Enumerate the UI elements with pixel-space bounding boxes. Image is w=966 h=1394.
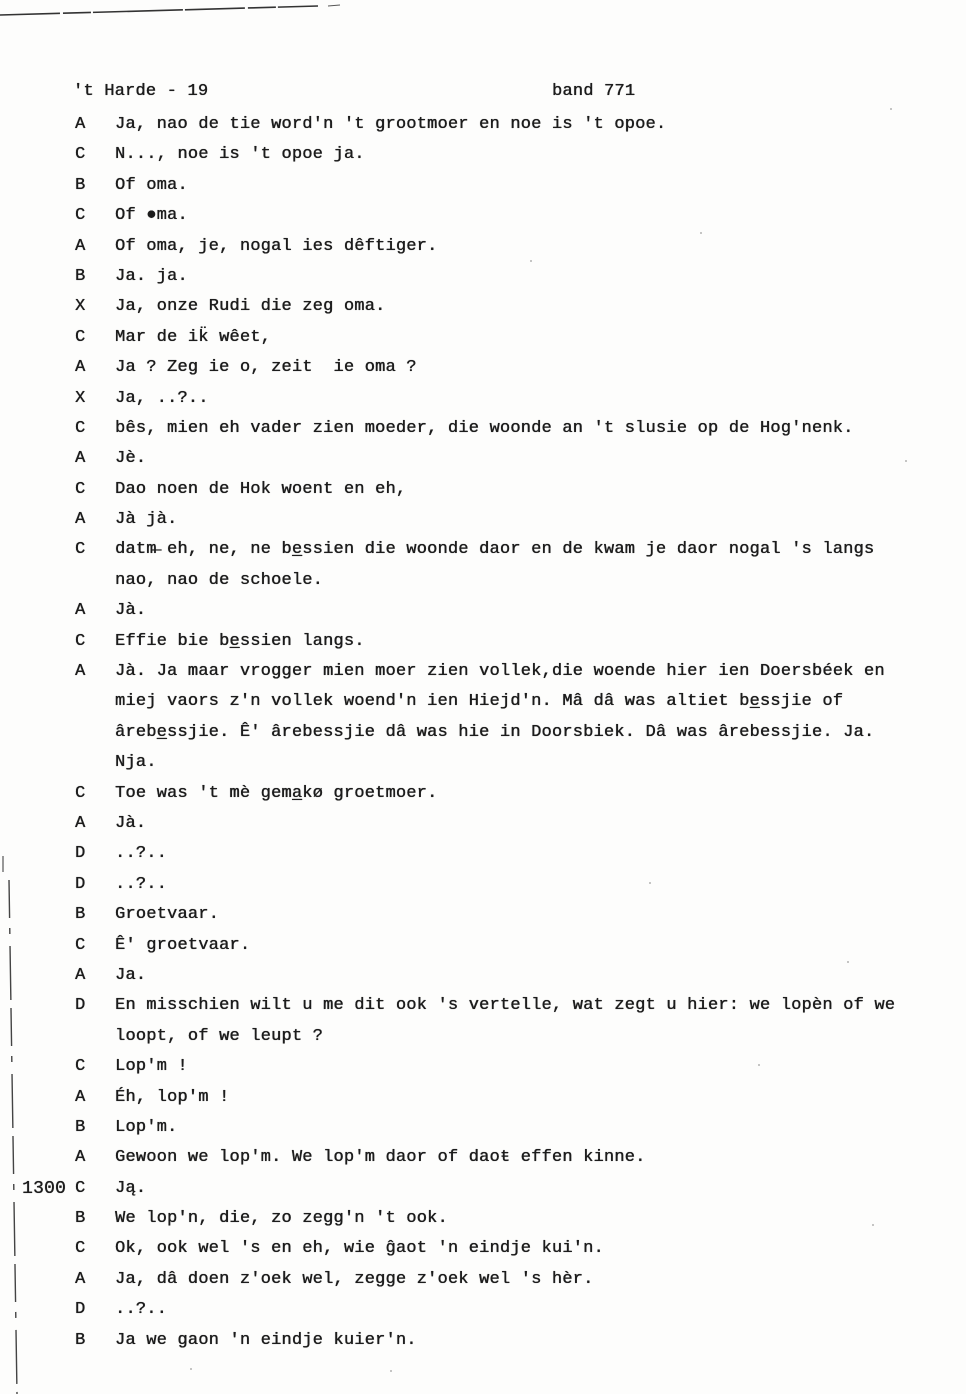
speaker-label: A — [75, 510, 86, 530]
speaker-label: A — [75, 662, 86, 682]
speaker-label: A — [75, 115, 86, 134]
speaker-label: C — [75, 418, 86, 438]
transcript-wrap-line — [0, 566, 966, 596]
utterance-text: N..., noe is 't opoe ja. — [115, 145, 365, 165]
transcript-line — [0, 414, 966, 444]
transcript-line — [0, 657, 966, 687]
transcript-line — [0, 1083, 966, 1113]
speaker-label: D — [75, 996, 86, 1016]
utterance-text: We lop'n, die, zo zegg'n 't ook. — [115, 1209, 448, 1229]
transcript-line — [0, 475, 966, 505]
utterance-text: Éh, lop'm ! — [115, 1087, 230, 1107]
utterance-text: Ja, onze Rudi die zeg oma. — [115, 297, 386, 317]
speaker-label: C — [75, 1057, 86, 1077]
speaker-label: C — [75, 145, 86, 165]
speaker-label: A — [75, 1269, 86, 1289]
utterance-text: Groetvaar. — [115, 905, 220, 925]
speaker-label: B — [75, 1117, 86, 1137]
speaker-label: X — [75, 297, 86, 317]
utterance-text-continued: nao, nao de schoele. — [115, 570, 324, 590]
speaker-label: D — [75, 1300, 86, 1320]
utterance-text: Jà jà. — [115, 510, 178, 530]
utterance-text: Ok, ook wel 's en eh, wie ĝaot 'n eindje kui'n. — [115, 1239, 604, 1259]
transcript — [0, 110, 966, 1356]
transcript-wrap-line — [0, 687, 966, 717]
utterance-text: ..?.. — [115, 844, 168, 864]
speaker-label: B — [75, 1209, 86, 1229]
transcript-line — [0, 232, 966, 262]
speaker-label: C — [75, 1239, 86, 1259]
transcript-line — [0, 1204, 966, 1234]
utterance-text: Jà. — [115, 813, 147, 833]
utterance-text: Effie bie be̲ssien langs. — [115, 631, 365, 651]
utterance-text: bês, mien eh vader zien moeder, die woonde an 't slusie op de Hog'nenk. — [115, 418, 854, 438]
utterance-text: datm̶ eh, ne, ne be̲ssien die woonde daor en de kwam je daor nogal 's langs — [115, 540, 875, 560]
transcript-line — [0, 870, 966, 900]
utterance-text: Jè. — [115, 449, 147, 469]
transcript-line — [0, 931, 966, 961]
transcript-line — [0, 1326, 966, 1356]
utterance-text: Ja, dâ doen z'oek wel, zegge z'oek wel 's hèr. — [115, 1269, 594, 1289]
speaker-label: A — [75, 601, 86, 621]
transcript-line — [0, 201, 966, 231]
transcript-line — [0, 353, 966, 383]
transcript-line — [0, 444, 966, 474]
utterance-text: Ê' groetvaar. — [115, 935, 251, 955]
speaker-label: X — [75, 388, 86, 408]
speaker-label: C — [75, 935, 86, 955]
top-edge-line — [0, 6, 318, 15]
utterance-text: Jà. Ja maar vrogger mien moer zien vollek,die woende hier ien Doersbéek en — [115, 662, 885, 682]
utterance-text: Ja we gaon 'n eindje kuier'n. — [115, 1330, 417, 1350]
transcript-line — [0, 627, 966, 657]
utterance-text: ..?.. — [115, 1300, 168, 1320]
transcript-line — [0, 535, 966, 565]
speaker-label: B — [75, 1330, 86, 1350]
page-title: 't Harde - 19 — [73, 82, 209, 101]
utterance-text-continued: ârebe̲ssjie. Ê' ârebessjie dâ was hie in Doorsbiek. Dâ was ârebessjie. Ja. — [115, 722, 875, 742]
transcript-line — [0, 140, 966, 170]
transcript-wrap-line — [0, 718, 966, 748]
utterance-text: ..?.. — [115, 874, 168, 894]
transcript-line — [0, 384, 966, 414]
utterance-text: En misschien wilt u me dit ook 's vertelle, wat zegt u hier: we lopèn of we — [115, 996, 896, 1016]
scan-speck — [190, 1368, 192, 1370]
utterance-text: Of oma, je, nogal ies dêftiger. — [115, 236, 438, 256]
utterance-text: Ja ? Zeg ie o, zeit ie oma ? — [115, 358, 417, 378]
transcript-line — [0, 171, 966, 201]
transcript-wrap-line — [0, 1022, 966, 1052]
utterance-text: Lop'm ! — [115, 1057, 188, 1077]
scan-speck — [390, 1370, 392, 1372]
utterance-text: Ją. — [115, 1178, 147, 1198]
transcript-line — [0, 596, 966, 626]
band-number: band 771 — [552, 82, 636, 101]
transcript-line — [0, 323, 966, 353]
transcript-line — [0, 1265, 966, 1295]
transcript-line — [0, 900, 966, 930]
utterance-text: Dao noen de Hok woent en eh, — [115, 479, 407, 499]
utterance-text: Of oma. — [115, 175, 188, 195]
transcript-line — [0, 505, 966, 535]
speaker-label: C — [75, 327, 86, 347]
utterance-text-continued: loopt, of we leupt ? — [115, 1026, 324, 1046]
speaker-label: C — [75, 783, 86, 803]
transcript-line — [0, 110, 966, 140]
transcript-line — [0, 262, 966, 292]
utterance-text: Of ●ma. — [115, 206, 188, 226]
utterance-text: Ja. ja. — [115, 266, 188, 286]
speaker-label: A — [75, 358, 86, 378]
transcript-line — [0, 1174, 966, 1204]
speaker-label: C — [75, 540, 86, 560]
utterance-text: Lop'm. — [115, 1117, 178, 1137]
speaker-label: A — [75, 1148, 86, 1168]
speaker-label: A — [75, 1087, 86, 1107]
speaker-label: C — [75, 479, 86, 499]
transcript-line — [0, 292, 966, 322]
utterance-text: Ja, ..?.. — [115, 388, 209, 408]
tape-counter-note: 1300 — [22, 1178, 67, 1199]
transcript-line — [0, 1295, 966, 1325]
transcript-wrap-line — [0, 748, 966, 778]
transcript-line — [0, 1234, 966, 1264]
utterance-text: Ja. — [115, 965, 147, 985]
transcript-line — [0, 1052, 966, 1082]
speaker-label: B — [75, 175, 86, 195]
utterance-text-continued: Nja. — [115, 753, 157, 773]
utterance-text: Mar de ik̈ wêet, — [115, 327, 272, 347]
speaker-label: A — [75, 965, 86, 985]
transcript-line — [0, 809, 966, 839]
speaker-label: A — [75, 236, 86, 256]
speaker-label: B — [75, 905, 86, 925]
transcript-line — [0, 1113, 966, 1143]
utterance-text: Toe was 't mè gema̲kø groetmoer. — [115, 783, 438, 803]
speaker-label: C — [75, 631, 86, 651]
speaker-label: D — [75, 844, 86, 864]
speaker-label: A — [75, 449, 86, 469]
transcript-line — [0, 1143, 966, 1173]
transcript-line — [0, 991, 966, 1021]
utterance-text: Ja, nao de tie word'n 't grootmoer en noe is 't opoe. — [115, 115, 667, 134]
speaker-label: A — [75, 813, 86, 833]
utterance-text: Jà. — [115, 601, 147, 621]
utterance-text: Gewoon we lop'm. We lop'm daor of daoŧ effen kinne. — [115, 1148, 646, 1168]
top-edge-dash — [328, 5, 340, 6]
speaker-label: D — [75, 874, 86, 894]
speaker-label: C — [75, 1178, 86, 1198]
utterance-text-continued: miej vaors z'n vollek woend'n ien Hiejd'n. Mâ dâ was altiet be̲ssjie of — [115, 692, 844, 712]
transcript-line — [0, 779, 966, 809]
speaker-label: B — [75, 266, 86, 286]
transcript-line — [0, 839, 966, 869]
speaker-label: C — [75, 206, 86, 226]
transcript-line — [0, 961, 966, 991]
